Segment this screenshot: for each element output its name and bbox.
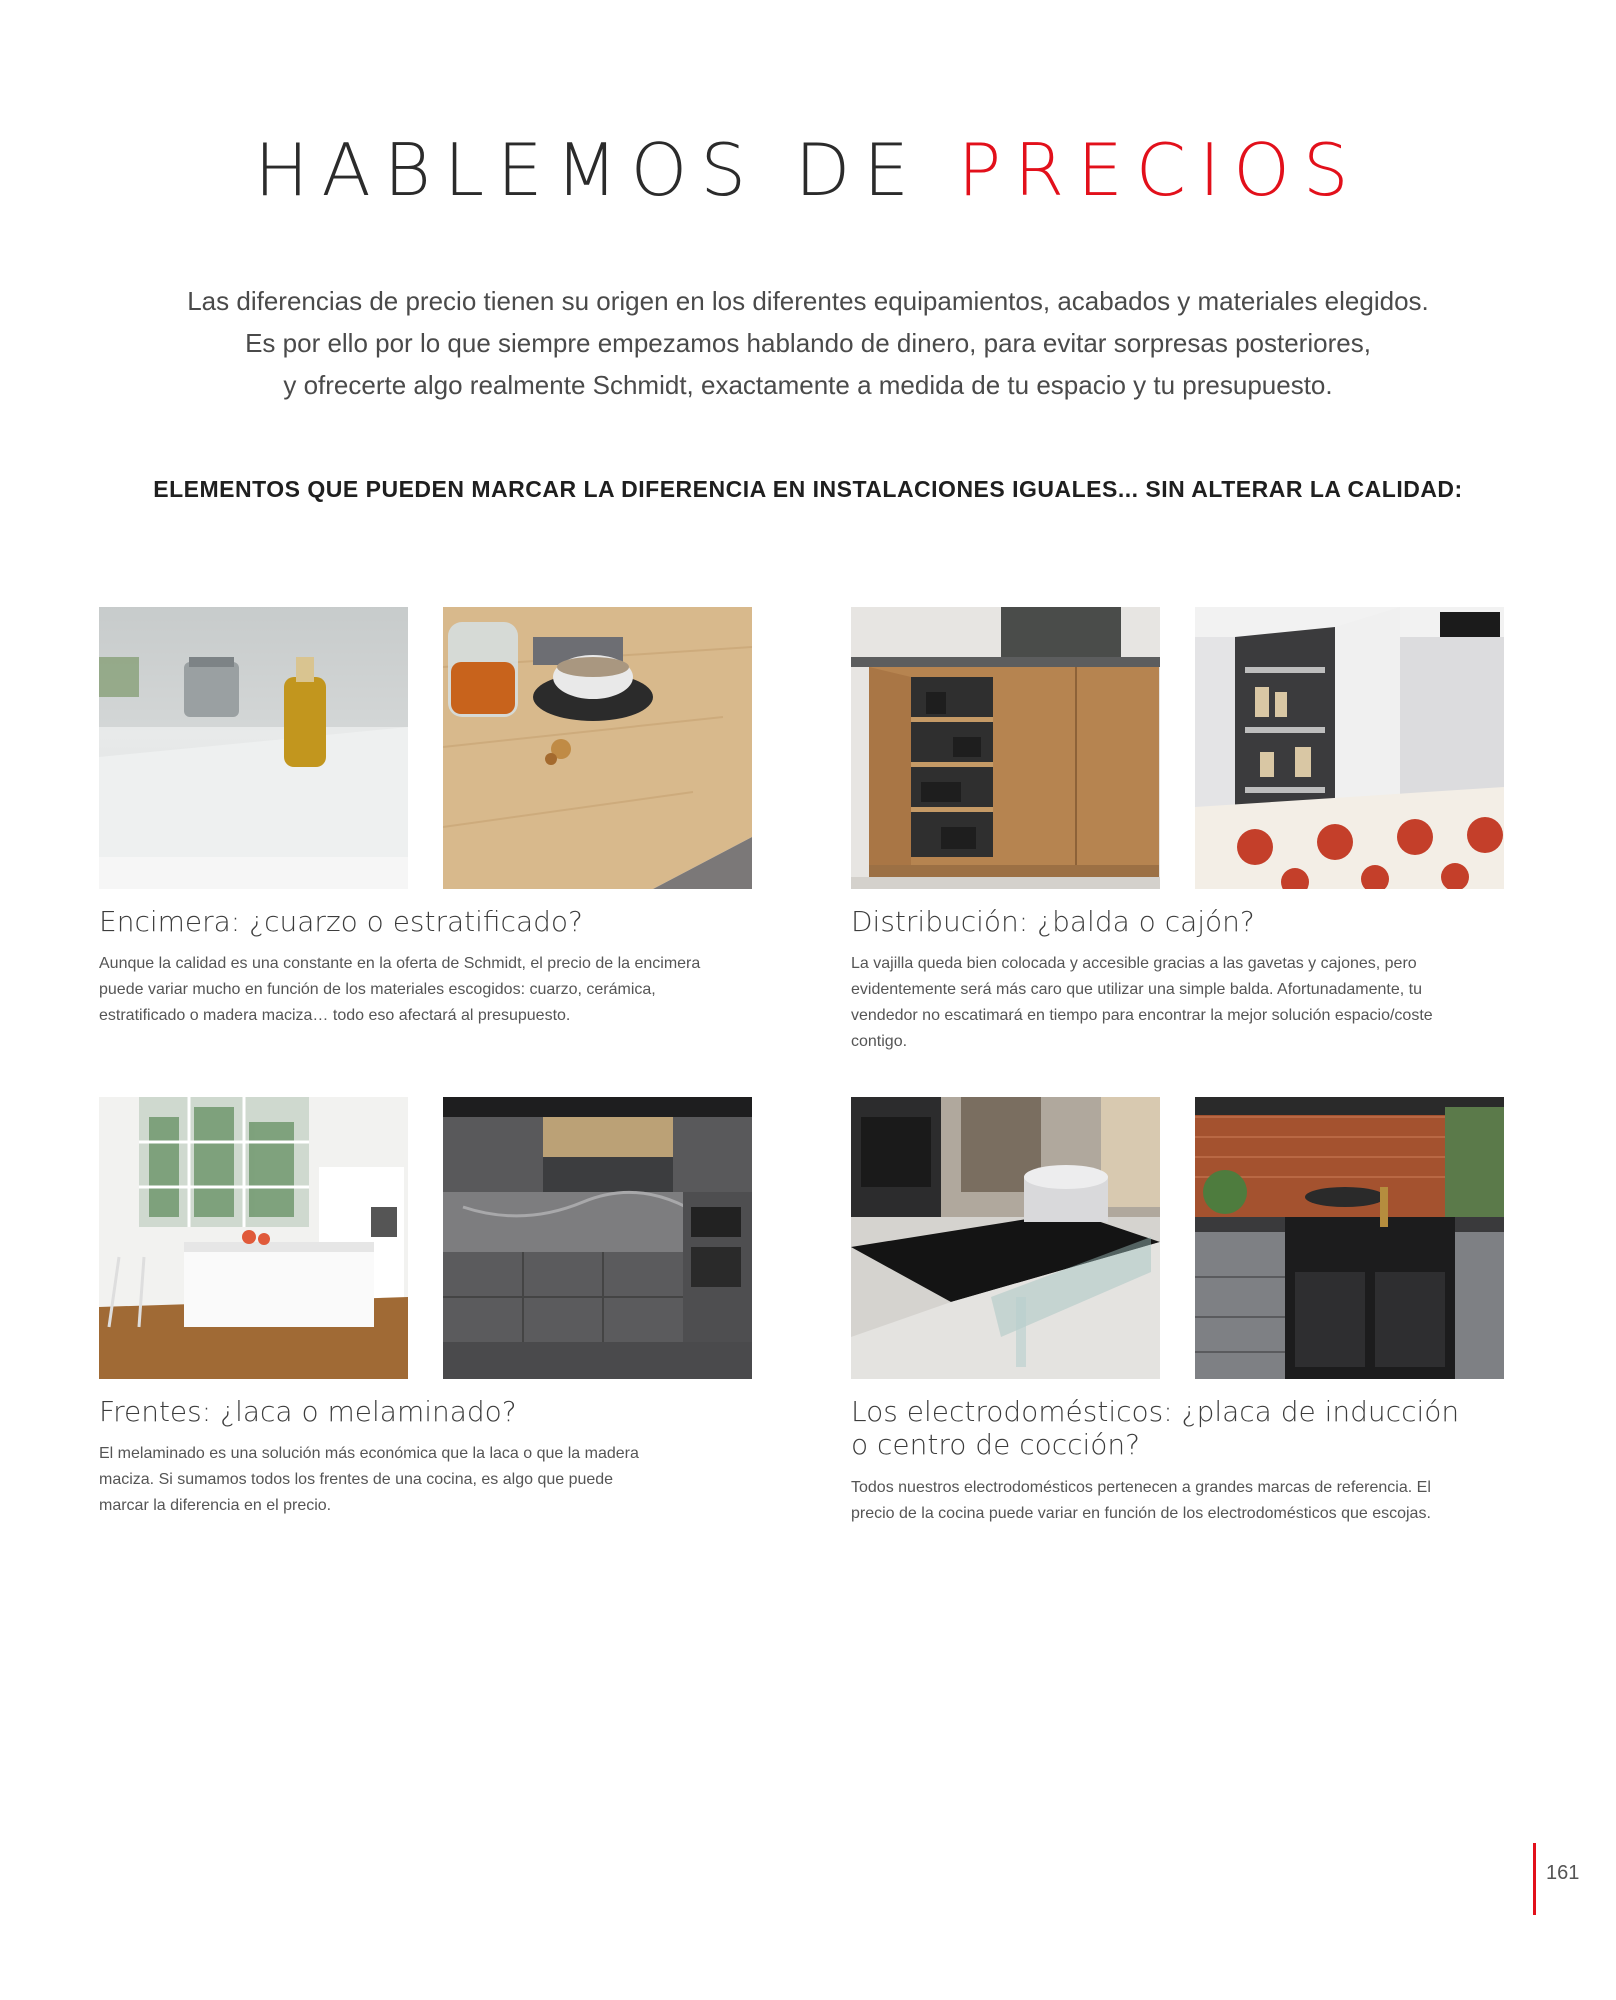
description-line: puede variar mucho en función de los materiales escogidos: cuarzo, cerámica, [99,981,656,998]
title-part-2-accent: PRECIOS [957,128,1362,212]
intro-paragraph [0,280,1616,406]
image-pair [99,607,755,889]
description-line: marcar la diferencia en el precio. [99,1497,332,1514]
range-cooker-photo [1195,1097,1504,1379]
image-pair [99,1097,755,1379]
induction-hob-photo [851,1097,1160,1379]
description-line: Aunque la calidad es una constante en la oferta de Schmidt, el precio de la encimera [99,955,701,972]
lacquered-kitchen-photo [99,1097,408,1379]
description-line: La vajilla queda bien colocada y accesible gracias a las gavetas y cajones, pero [851,955,1417,972]
feature-heading: Distribución: ¿balda o cajón? [851,905,1255,938]
image-pair [851,1097,1507,1379]
feature-heading [851,1395,1491,1461]
feature-block-encimera [99,607,755,1024]
description-line: vendedor no escatimará en tiempo para encontrar la mejor solución espacio/coste [851,1007,1433,1024]
wood-countertop-photo [443,607,752,889]
description-line: Todos nuestros electrodomésticos pertenecen a grandes marcas de referencia. El [851,1479,1431,1496]
description-line: contigo. [851,1033,908,1050]
title-part-1: HABLEMOS DE [254,128,958,212]
feature-description [99,951,759,1029]
intro-line: Es por ello por lo que siempre empezamos hablando de dinero, para evitar sorpresas posteriores, [245,328,1371,358]
feature-block-frentes [99,1097,755,1514]
image-pair [851,607,1507,889]
description-line: estratificado o madera maciza… todo eso afectará al presupuesto. [99,1007,571,1024]
page-title [0,128,1616,212]
feature-description [851,951,1511,1055]
melamine-kitchen-photo [443,1097,752,1379]
feature-block-electrodomesticos [851,1097,1507,1522]
feature-description [99,1441,759,1519]
shelf-cabinet-photo [851,607,1160,889]
feature-heading: Encimera: ¿cuarzo o estratificado? [99,905,583,938]
intro-line: Las diferencias de precio tienen su origen en los diferentes equipamientos, acabados y materiales elegidos. [187,286,1429,316]
description-line: evidentemente será más caro que utilizar una simple balda. Afortunadamente, tu [851,981,1422,998]
heading-line: o centro de cocción? [851,1428,1141,1461]
drawer-organizer-photo [1195,607,1504,889]
page-number: 161 [1546,1862,1580,1884]
section-subheading: ELEMENTOS QUE PUEDEN MARCAR LA DIFERENCIA EN INSTALACIONES IGUALES... SIN ALTERAR LA CALIDAD: [153,476,1463,502]
quartz-countertop-photo [99,607,408,889]
description-line: precio de la cocina puede variar en función de los electrodomésticos que escojas. [851,1505,1431,1522]
intro-line: y ofrecerte algo realmente Schmidt, exactamente a medida de tu espacio y tu presupuesto. [283,370,1333,400]
description-line: maciza. Si sumamos todos los frentes de una cocina, es algo que puede [99,1471,614,1488]
description-line: El melaminado es una solución más económica que la laca o que la madera [99,1445,639,1462]
page-number-rule [1533,1843,1536,1915]
feature-description [851,1475,1511,1527]
heading-line: Los electrodomésticos: ¿placa de inducción [851,1395,1460,1428]
feature-heading: Frentes: ¿laca o melaminado? [99,1395,517,1428]
feature-block-distribucion [851,607,1507,1050]
